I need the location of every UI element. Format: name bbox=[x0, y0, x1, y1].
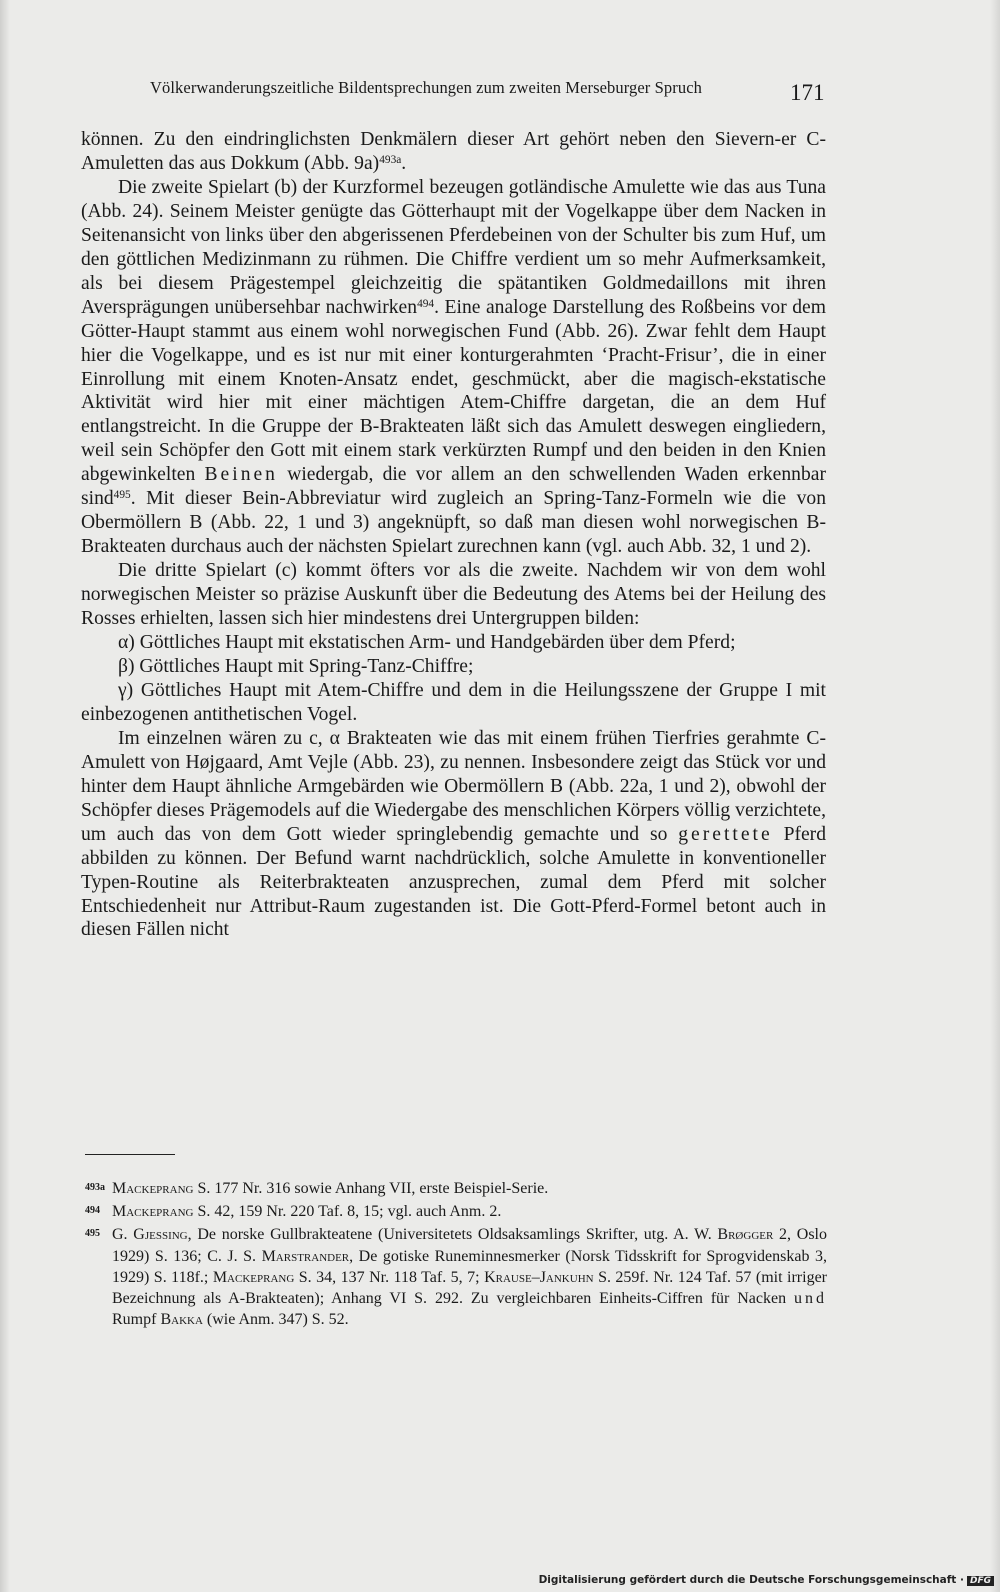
page-edge-right bbox=[990, 0, 1000, 1592]
emphasized-word: Beinen bbox=[204, 464, 278, 486]
digitization-credit: Digitalisierung gefördert durch die Deutsche Forschungsgemeinschaft · DFG bbox=[539, 1574, 994, 1586]
body-text bbox=[81, 128, 826, 942]
list-item-gamma: γ) Göttliches Haupt mit Atem-Chiffre und dem in die Heilungsszene der Gruppe I mit einbezogenen antithetischen Vogel. bbox=[81, 679, 826, 725]
footnote-mark: 495 bbox=[85, 1228, 100, 1240]
footnote-divider bbox=[85, 1154, 175, 1155]
list-item-beta: β) Göttliches Haupt mit Spring-Tanz-Chiffre; bbox=[118, 655, 474, 677]
footnote-mark: 494 bbox=[85, 1205, 100, 1217]
footnote-mark: 493a bbox=[85, 1182, 105, 1193]
paragraph-1: können. Zu den eindringlichsten Denkmälern dieser Art gehört neben den Sievern-er C-Amuletten das aus Dokkum (Abb. 9a)$^{493a}$. bbox=[81, 129, 826, 174]
page-number: 171 bbox=[790, 80, 825, 105]
paragraph-4: Im einzelnen wären zu c, α Brakteaten wie das mit einem frühen Tierfries gerahmte C-Amulett von Højgaard, Amt Vejle (Abb. 23), zu nennen. Insbesondere zeigt das Stück vor und hinter dem Haupt ähnliche Armgebärden wie Obermöllern B (Abb. 22a, 1 und 2), obwohl der Schöpfer dieses Prägemodels auf die Wiedergabe des menschlichen Körpers völlig verzichtete, um auch das von dem Gott wieder springlebendig gemachte und so gerettete Pferd abbilden zu können. Der Befund warnt nachdrücklich, solche Amulette in konventioneller Typen-Routine als Reiterbrakteaten anzusprechen, zumal dem Pferd mit solcher Entschiedenheit nur Attribut-Raum zugestanden ist. Die Gott-Pferd-Formel betont auch in diesen Fällen nicht bbox=[81, 727, 827, 941]
paragraph-3: Die dritte Spielart (c) kommt öfters vor als die zweite. Nachdem wir von dem wohl norwegischen Meister so präzise Auskunft über die Bedeutung des Atems bei der Heilung des Rosses erhielten, lassen sich hier mindestens drei Untergruppen bilden: bbox=[81, 560, 826, 630]
footnote-ref-493a[interactable]: 493a bbox=[379, 153, 402, 166]
footnote-ref-494[interactable]: 494 bbox=[417, 297, 435, 310]
footnote-495: 495 G. Gjessing, De norske Gullbrakteatene (Universitetets Oldsaksamlings Skrifter, utg. A. W. Brøgger 2, Oslo 1929) S. 136; C. J. S. Marstrander, De gotiske Runeminnesmerker (Norsk Tidsskrift for Sprogvidenskab 3, 1929) S. 118f.; Mackeprang S. 34, 137 Nr. 118 Taf. 5, 7; Krause–Jankuhn S. 259f. Nr. 124 Taf. 57 (mit irriger Bezeichnung als A-Brakteaten); Anhang VI S. 292. Zu vergleichbaren Einheits-Ciffren für Nacken und Rumpf Bakka (wie Anm. 347) S. 52. bbox=[85, 1223, 827, 1330]
footnotes bbox=[85, 1177, 827, 1331]
dfg-logo: DFG bbox=[967, 1576, 994, 1586]
footnote-493a: 493a Mackeprang S. 177 Nr. 316 sowie Anhang VII, erste Beispiel-Serie. bbox=[85, 1177, 827, 1199]
running-head: Völkerwanderungszeitliche Bildentsprechungen zum zweiten Merseburger Spruch bbox=[150, 78, 702, 97]
footnote-494: 494 Mackeprang S. 42, 159 Nr. 220 Taf. 8, 15; vgl. auch Anm. 2. bbox=[85, 1200, 827, 1222]
footnote-ref-495[interactable]: 495 bbox=[113, 489, 131, 502]
emphasized-word: gerettete bbox=[678, 823, 773, 845]
list-item-alpha: α) Göttliches Haupt mit ekstatischen Arm- und Handgebärden über dem Pferd; bbox=[118, 632, 736, 654]
page-edge-left bbox=[0, 0, 10, 1592]
paragraph-2: Die zweite Spielart (b) der Kurzformel bezeugen gotländische Amulette wie das aus Tuna (Abb. 24). Seinem Meister genügte das Götterhaupt mit der Vogelkappe über dem Nacken in Seitenansicht von links über den abgerissenen Pferdebeinen von der Schulter bis zum Huf, um den göttlichen Medizinmann zu rühmen. Die Chiffre verdient um so mehr Aufmerksamkeit, als bei diesem Prägestempel gleichzeitig die spätantiken Goldmedaillons mit ihren Aversprägungen unübersehbar nachwirken$^{494}$. Eine analoge Darstellung des Roßbeins vor dem Götter-Haupt stammt aus einem wohl norwegischen Fund (Abb. 26). Zwar fehlt dem Haupt hier die Vogelkappe, und es ist nur mit einer konturgerahmten ‘Pracht-Frisur’, die in einer Einrollung mit einem Knoten-Ansatz endet, geschmückt, aber die magisch-ekstatische Aktivität wird hier mit einer mächtigen Atem-Chiffre dargetan, die an dem Huf entlangstreicht. In die Gruppe der B-Brakteaten läßt sich das Amulett deswegen eingliedern, weil sein Schöpfer den Gott mit einem stark verkürzten Rumpf und den beiden in den Knien abgewinkelten Beinen wiedergab, die vor allem an den schwellenden Waden erkennbar sind$^{495}$. Mit dieser Bein-Abbreviatur wird zugleich an Spring-Tanz-Formeln wie die von Obermöllern B (Abb. 22, 1 und 3) angeknüpft, so daß man diesen wohl norwegischen B-Brakteaten durchaus auch der nächsten Spielart zurechnen kann (vgl. auch Abb. 32, 1 und 2). bbox=[81, 176, 826, 558]
